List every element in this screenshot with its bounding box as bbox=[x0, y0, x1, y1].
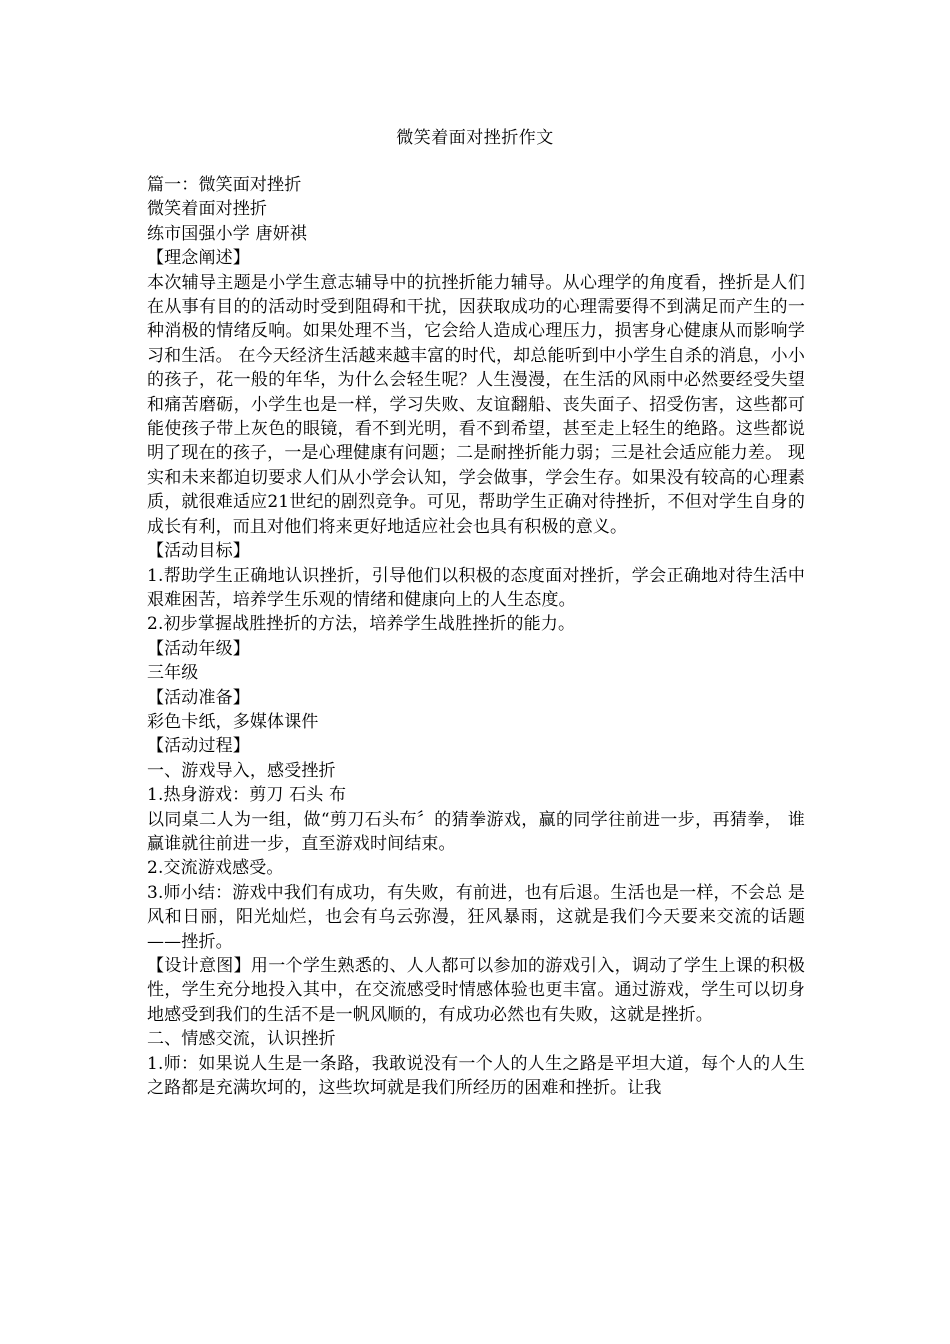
author-line: 练市国强小学 唐妍祺 bbox=[147, 223, 307, 244]
preparation-value: 彩色卡纸，多媒体课件 bbox=[147, 711, 319, 732]
essay-title: 微笑着面对挫折 bbox=[147, 199, 268, 220]
game-description: 以同桌二人为一组，做“剪刀石头布〞的猜拳游戏，赢的同学往前进一步，再猜拳， 谁赢谁就往前进一步，直至游戏时间结束。 bbox=[147, 809, 805, 854]
heading-goals: 【活动目标】 bbox=[147, 541, 250, 562]
goal-item-1: 1.帮助学生正确地认识挫折，引导他们以积极的态度面对挫折，学会正确地对待生活中艰难困苦，培养学生乐观的情绪和健康向上的人生态度。 bbox=[147, 565, 805, 610]
game-feedback: 2.交流游戏感受。 bbox=[147, 858, 284, 879]
heading-concept: 【理念阐述】 bbox=[147, 248, 250, 269]
grade-value: 三年级 bbox=[147, 663, 199, 684]
document-body bbox=[147, 173, 805, 1100]
process-step-2-title: 二、情感交流，认识挫折 bbox=[147, 1029, 336, 1050]
teacher-summary: 3.师小结：游戏中我们有成功，有失败，有前进，也有后退。生活也是一样，不会总 是风和日丽，阳光灿烂，也会有乌云弥漫，狂风暴雨，这就是我们今天要来交流的话题 ——挫折。 bbox=[147, 882, 805, 952]
section-heading: 篇一：微笑面对挫折 bbox=[147, 175, 302, 195]
paragraph-concept: 本次辅导主题是小学生意志辅导中的抗挫折能力辅导。从心理学的角度看，挫折是人们在从事有目的的活动时受到阻碍和干扰，因获取成功的心理需要得不到满足而产生的一种消极的情绪反响。如果处理不当，它会给人造成心理压力，损害身心健康从而影响学习和生活。 在今天经济生活越来越丰富的时代，却总能听到中小学生自杀的消息，小小的孩子，花一般的年华，为什么会轻生呢？人生漫漫，在生活的风雨中必然要经受失望和痛苦磨砺，小学生也是一样，学习失败、友谊翻船、丧失面子、招受伤害，这些都可能使孩子带上灰色的眼镜，看不到光明，看不到希望，甚至走上轻生的绝路。这些都说明了现在的孩子，一是心理健康有问题；二是耐挫折能力弱；三是社会适应能力差。 现实和未来都迫切要求人们从小学会认知，学会做事，学会生存。如果没有较高的心理素质，就很难适应21世纪的剧烈竞争。可见，帮助学生正确对待挫折，不但对学生自身的成长有利，而且对他们将来更好地适应社会也具有积极的意义。 bbox=[147, 272, 805, 537]
teacher-remark: 1.师：如果说人生是一条路，我敢说没有一个人的人生之路是平坦大道，每个人的人生之路都是充满坎坷的，这些坎坷就是我们所经历的困难和挫折。让我 bbox=[147, 1053, 805, 1099]
warmup-game: 1.热身游戏：剪刀 石头 布 bbox=[147, 785, 347, 806]
process-step-1-title: 一、游戏导入，感受挫折 bbox=[147, 760, 336, 781]
heading-preparation: 【活动准备】 bbox=[147, 687, 250, 708]
heading-grade: 【活动年级】 bbox=[147, 638, 250, 659]
goal-item-2: 2.初步掌握战胜挫折的方法，培养学生战胜挫折的能力。 bbox=[147, 614, 576, 635]
heading-process: 【活动过程】 bbox=[147, 736, 250, 757]
design-intent: 【设计意图】用一个学生熟悉的、人人都可以参加的游戏引入，调动了学生上课的积极性，学生充分地投入其中，在交流感受时情感体验也更丰富。通过游戏，学生可以切身地感受到我们的生活不是一帆风顺的，有成功必然也有失败，这就是挫折。 bbox=[147, 956, 805, 1025]
document-title: 微笑着面对挫折作文 bbox=[396, 128, 554, 148]
